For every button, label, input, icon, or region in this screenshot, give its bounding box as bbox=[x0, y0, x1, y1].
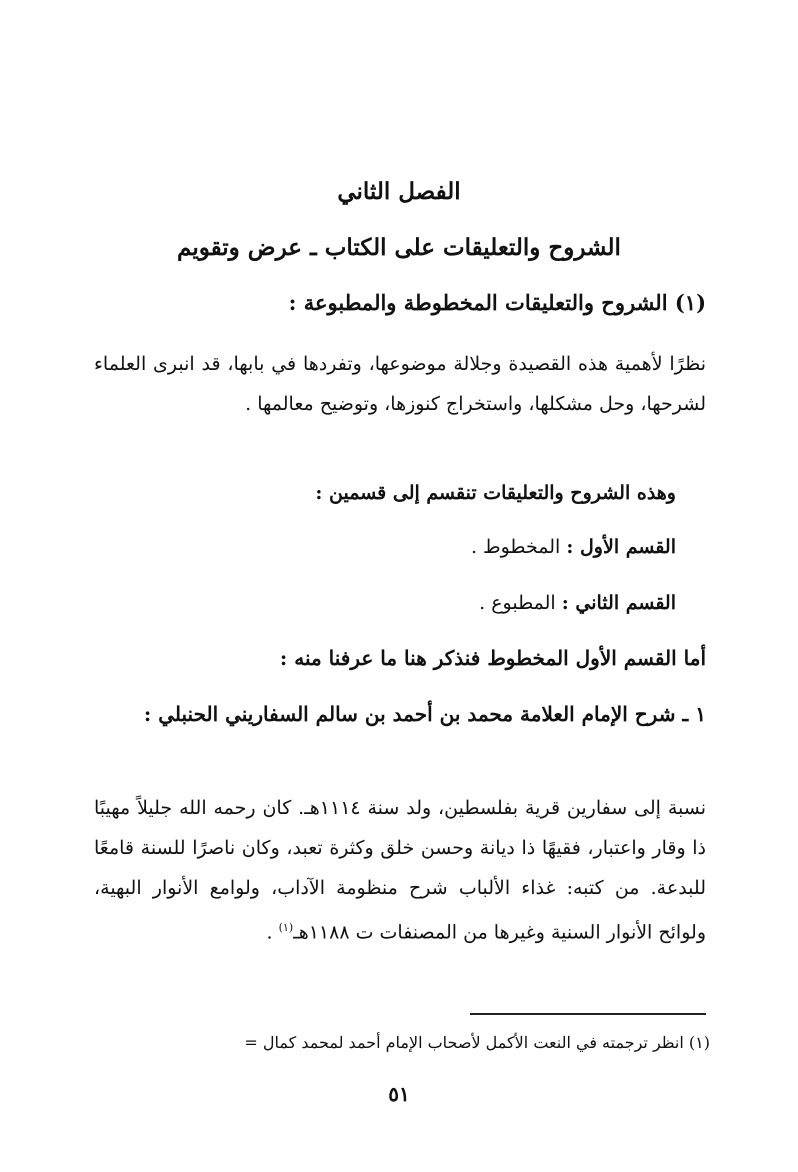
part-one-value: المخطوط . bbox=[470, 536, 561, 558]
part-one-label: القسم الأول : bbox=[566, 536, 676, 558]
footnote-ref: (١) bbox=[278, 921, 294, 934]
biography-text: نسبة إلى سفارين قرية بفلسطين، ولد سنة ١١١٤هـ. كان رحمه الله جليلاً مهيبًا ذا وقار واعتبار، فقيهًا ذا ديانة وحسن خلق وكثرة تعبد، وكان ناصرًا للسنة قامعًا للبدعة. من كتبه: غذاء الألباب شرح منظومة الآداب، ولوامع الأنوار البهية، ولوائح الأنوار السنية وغيرها من المصنفات ت ١١٨٨هـ bbox=[94, 797, 706, 944]
footnote-divider bbox=[470, 1013, 706, 1015]
division-intro: وهذه الشروح والتعليقات تنقسم إلى قسمين : bbox=[315, 482, 676, 504]
biography-end: . bbox=[266, 921, 279, 944]
section-heading: (١) الشروح والتعليقات المخطوطة والمطبوعة : bbox=[288, 290, 706, 315]
part-one bbox=[471, 536, 676, 558]
part-two-label: القسم الثاني : bbox=[561, 592, 676, 614]
intro-paragraph: نظرًا لأهمية هذه القصيدة وجلالة موضوعها، وتفردها في بابها، قد انبرى العلماء لشرحها، وحل مشكلها، واستخراج كنوزها، وتوضيح معالمها . bbox=[94, 353, 706, 415]
biography-paragraph bbox=[94, 788, 706, 952]
part-two-value: المطبوع . bbox=[479, 592, 556, 614]
footnote: (١) انظر ترجمته في النعت الأكمل لأصحاب الإمام أحمد لمحمد كمال = bbox=[244, 1033, 710, 1052]
part-two bbox=[479, 592, 676, 614]
chapter-title: الفصل الثاني bbox=[337, 178, 461, 205]
chapter-subtitle: الشروح والتعليقات على الكتاب ـ عرض وتقويم bbox=[177, 234, 621, 261]
entry-heading: ١ ـ شرح الإمام العلامة محمد بن أحمد بن سالم السفاريني الحنبلي : bbox=[143, 702, 706, 726]
page-number: ٥١ bbox=[388, 1082, 410, 1106]
manuscript-intro: أما القسم الأول المخطوط فنذكر هنا ما عرفنا منه : bbox=[279, 646, 706, 670]
